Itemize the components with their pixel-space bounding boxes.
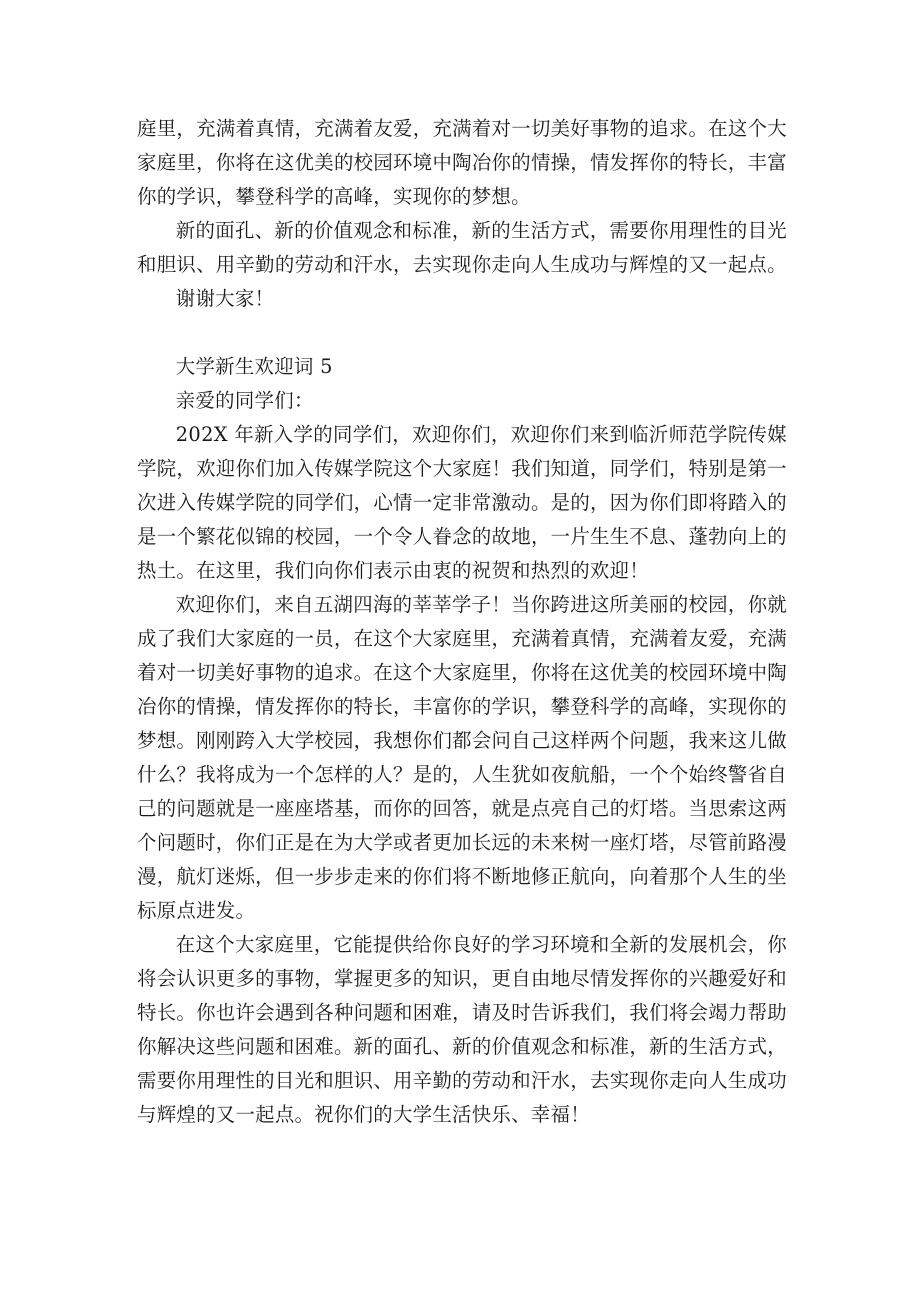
salutation: 亲爱的同学们： <box>175 389 314 412</box>
section-title: 大学新生欢迎词 5 <box>175 355 333 378</box>
document-body <box>137 112 787 1132</box>
paragraph-continued: 庭里，充满着真情，充满着友爱，充满着对一切美好事物的追求。在这个大家庭里，你将在这优美的校园环境中陶冶你的情操，情发挥你的特长，丰富你的学识，攀登科学的高峰，实现你的梦想。 <box>137 117 787 208</box>
paragraph: 新的面孔、新的价值观念和标准，新的生活方式，需要你用理性的目光和胆识、用辛勤的劳动和汗水，去实现你走向人生成功与辉煌的又一起点。 <box>137 219 787 276</box>
paragraph: 在这个大家庭里，它能提供给你良好的学习环境和全新的发展机会，你将会认识更多的事物，掌握更多的知识，更自由地尽情发挥你的兴趣爱好和特长。你也许会遇到各种问题和困难，请及时告诉我们，我们将会竭力帮助你解决这些问题和困难。新的面孔、新的价值观念和标准，新的生活方式，需要你用理性的目光和胆识、用辛勤的劳动和汗水，去实现你走向人生成功与辉煌的又一起点。祝你们的大学生活快乐、幸福！ <box>137 933 787 1126</box>
paragraph: 202X 年新入学的同学们，欢迎你们，欢迎你们来到临沂师范学院传媒学院，欢迎你们加入传媒学院这个大家庭！我们知道，同学们，特别是第一次进入传媒学院的同学们，心情一定非常激动。是的，因为你们即将踏入的是一个繁花似锦的校园，一个令人眷念的故地，一片生生不息、蓬勃向上的热土。在这里，我们向你们表示由衷的祝贺和热烈的欢迎！ <box>137 423 787 582</box>
closing-thanks: 谢谢大家！ <box>175 287 275 310</box>
paragraph: 欢迎你们，来自五湖四海的莘莘学子！当你跨进这所美丽的校园，你就成了我们大家庭的一员，在这个大家庭里，充满着真情，充满着友爱，充满着对一切美好事物的追求。在这个大家庭里，你将在这优美的校园环境中陶冶你的情操，情发挥你的特长，丰富你的学识，攀登科学的高峰，实现你的梦想。刚刚跨入大学校园，我想你们都会问自己这样两个问题，我来这儿做什么？我将成为一个怎样的人？是的，人生犹如夜航船，一个个始终警省自己的问题就是一座座塔基，而你的回答，就是点亮自己的灯塔。当思索这两个问题时，你们正是在为大学或者更加长远的未来树一座灯塔，尽管前路漫漫，航灯迷烁，但一步步走来的你们将不断地修正航向，向着那个人生的坐标原点进发。 <box>137 593 787 922</box>
